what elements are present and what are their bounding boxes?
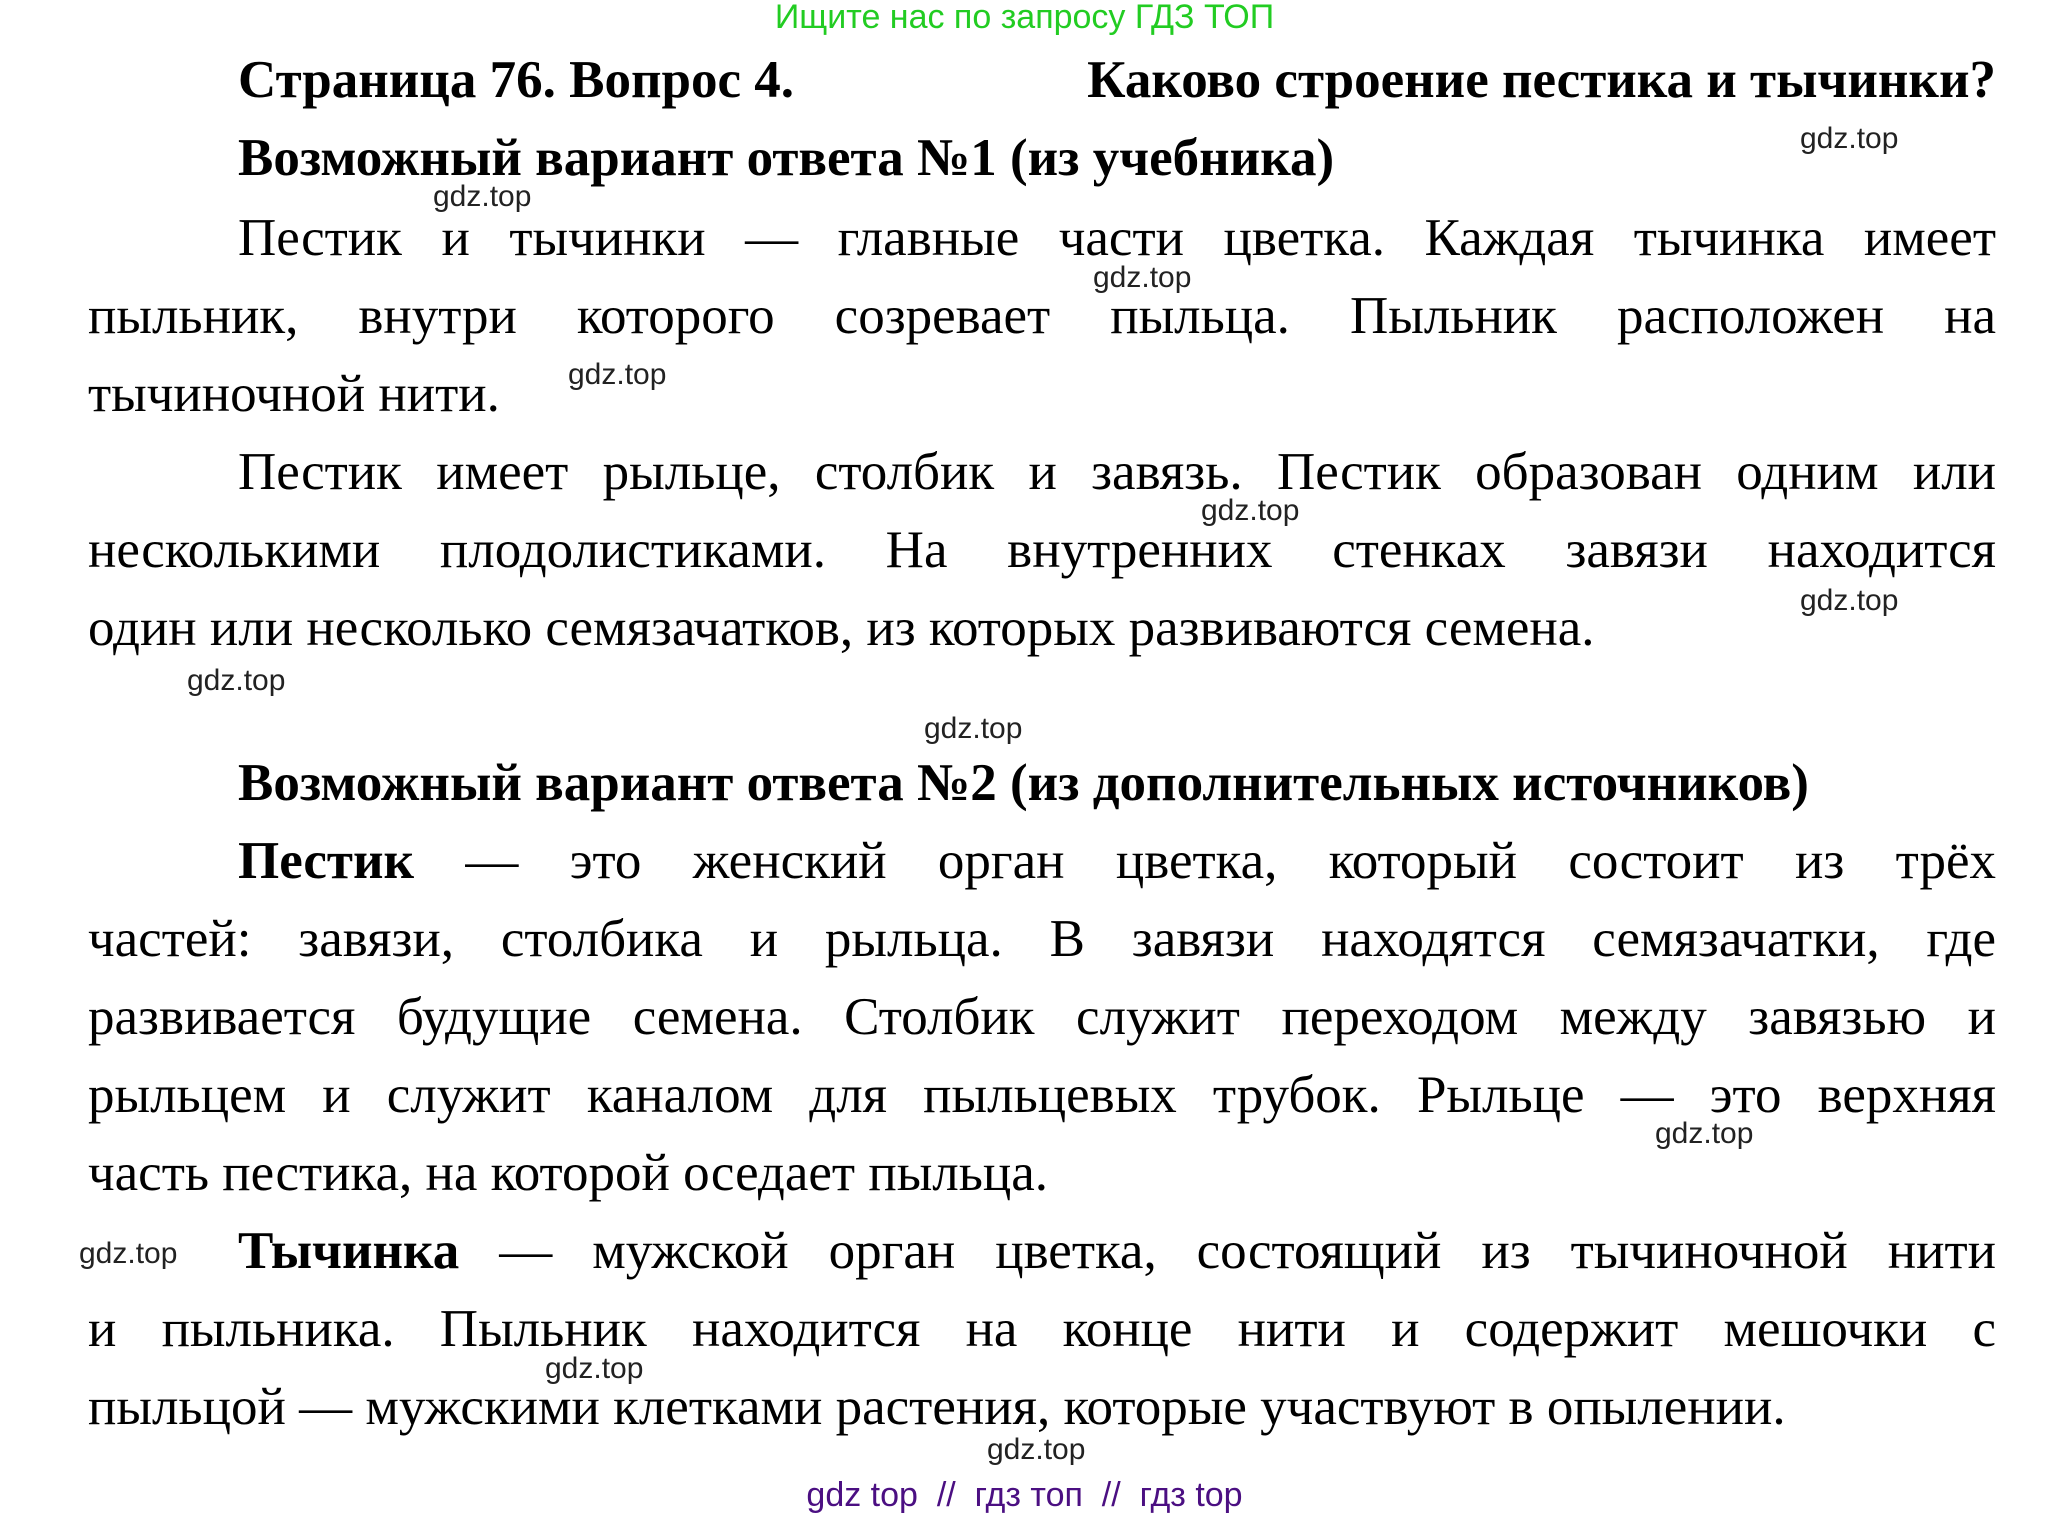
search-banner: Ищите нас по запросу ГДЗ ТОП (774, 0, 1275, 36)
footer-watermark: gdz top // гдз топ // гдз top (806, 1476, 1243, 1514)
answer1-line: Пестик имеет рыльце, столбик и завязь. Пестик образован одним или (238, 443, 1996, 501)
watermark: gdz.top (545, 1352, 644, 1385)
pistil-term: Пестик (238, 832, 415, 890)
stamen-line: пыльцой — мужскими клетками растения, которые участвуют в опылении. (88, 1378, 1786, 1436)
question-title: Каково строение пестика и тычинки? (1087, 51, 1996, 109)
watermark: gdz.top (187, 664, 286, 697)
watermark: gdz.top (1201, 494, 1300, 527)
watermark: gdz.top (1800, 584, 1899, 617)
watermark: gdz.top (1800, 122, 1899, 155)
watermark: gdz.top (433, 180, 532, 213)
pistil-line (238, 831, 1996, 891)
pistil-line: часть пестика, на которой оседает пыльца. (88, 1144, 1049, 1202)
watermark: gdz.top (1655, 1117, 1754, 1150)
pistil-line: развивается будущие семена. Столбик служит переходом между завязью и (88, 988, 1996, 1046)
stamen-definition: — мужской орган цветка, состоящий из тычиночной нити (459, 1222, 1996, 1280)
stamen-line: и пыльника. Пыльник находится на конце нити и содержит мешочки с (88, 1300, 1996, 1358)
pistil-definition: — это женский орган цветка, который состоит из трёх (414, 832, 1996, 890)
answer1-line: несколькими плодолистиками. На внутренних стенках завязи находится (88, 521, 1996, 579)
watermark: gdz.top (79, 1237, 178, 1270)
stamen-line (238, 1221, 1996, 1281)
stamen-term: Тычинка (238, 1222, 460, 1280)
watermark: gdz.top (1093, 261, 1192, 294)
answer1-line: один или несколько семязачатков, из которых развиваются семена. (88, 599, 1595, 657)
pistil-line: частей: завязи, столбика и рыльца. В завязи находятся семязачатки, где (88, 910, 1996, 968)
answer1-heading: Возможный вариант ответа №1 (из учебника) (238, 129, 1335, 187)
answer1-line: Пестик и тычинки — главные части цветка. Каждая тычинка имеет (238, 209, 1996, 267)
watermark: gdz.top (924, 712, 1023, 745)
pistil-line: рыльцем и служит каналом для пыльцевых трубок. Рыльце — это верхняя (88, 1066, 1996, 1124)
watermark: gdz.top (987, 1433, 1086, 1466)
answer2-heading: Возможный вариант ответа №2 (из дополнительных источников) (238, 754, 1809, 812)
answer1-line: пыльник, внутри которого созревает пыльца. Пыльник расположен на (88, 287, 1996, 345)
answer1-line: тычиночной нити. (88, 365, 500, 423)
page-question-label: Страница 76. Вопрос 4. (238, 51, 794, 109)
watermark: gdz.top (568, 358, 667, 391)
